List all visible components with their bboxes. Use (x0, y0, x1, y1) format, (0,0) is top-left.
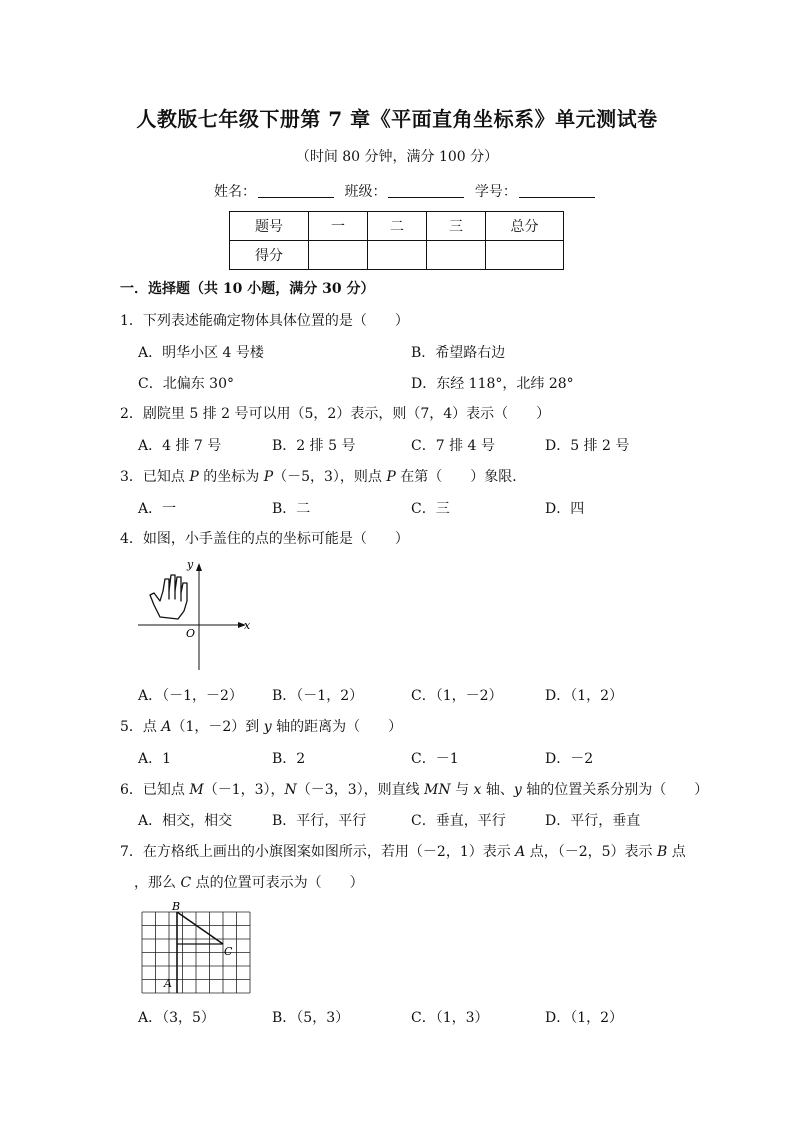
q5-option-d[interactable]: D．－2 (545, 751, 594, 767)
q6-var-x: x (473, 782, 482, 798)
q7-option-d[interactable]: D．（1，2） (545, 1010, 624, 1026)
q7-grid-figure (136, 900, 260, 1000)
score-cell: 总分 (486, 212, 564, 241)
q6-var-y: y (513, 782, 522, 798)
question-3-stem (120, 466, 526, 486)
q6-var-m: M (189, 782, 204, 798)
q7-text: 点的位置可表示为（ ） (191, 875, 364, 891)
q2-option-a[interactable]: A．4 排 7 号 (138, 438, 222, 454)
q1-option-d[interactable]: D．东经 118°，北纬 28° (411, 376, 574, 392)
score-input-cell[interactable] (486, 241, 564, 270)
q3-option-c[interactable]: C．三 (411, 501, 450, 517)
name-blank[interactable] (258, 197, 334, 198)
q1-option-a[interactable]: A．明华小区 4 号楼 (138, 345, 264, 361)
page-subtitle: （时间 80 分钟，满分 100 分） (295, 149, 499, 165)
q7-option-c[interactable]: C．（1，3） (411, 1010, 489, 1026)
score-cell: 三 (427, 212, 486, 241)
score-cell: 题号 (230, 212, 309, 241)
q3-text: 3．已知点 (120, 469, 190, 485)
q7-option-a[interactable]: A．（3，5） (138, 1010, 215, 1026)
q3-option-a[interactable]: A．一 (138, 501, 177, 517)
y-axis-label: y (187, 558, 194, 571)
q5-var-y: y (263, 719, 272, 735)
q7-option-b[interactable]: B．（5，3） (272, 1010, 350, 1026)
q6-text: 6．已知点 (120, 782, 190, 798)
q6-option-d[interactable]: D．平行，垂直 (545, 813, 641, 829)
q6-var-mn: MN (424, 782, 451, 798)
q7-var-a: A (515, 844, 526, 860)
point-a-label: A (164, 977, 172, 990)
score-table (229, 211, 564, 270)
q6-text: 轴的位置关系分别为（ ） (521, 782, 709, 798)
q6-text: （－1，3）， (203, 782, 285, 798)
q6-option-b[interactable]: B．平行，平行 (272, 813, 367, 829)
q4-option-a[interactable]: A．（－1，－2） (138, 688, 243, 704)
score-cell: 一 (309, 212, 368, 241)
q7-text: ，那么 (134, 875, 181, 891)
question-1-stem: 1．下列表述能确定物体具体位置的是（ ） (120, 313, 409, 329)
q7-var-c: C (180, 875, 192, 891)
question-5-stem (120, 716, 402, 736)
question-6-stem (120, 779, 708, 799)
q4-option-d[interactable]: D．（1，2） (545, 688, 624, 704)
q3-var-p: P (189, 469, 199, 485)
q6-text: 与 (450, 782, 474, 798)
score-input-cell[interactable] (427, 241, 486, 270)
q3-option-b[interactable]: B．二 (272, 501, 311, 517)
score-header-row (230, 212, 564, 241)
q3-text: 的坐标为 (198, 469, 264, 485)
id-label: 学号： (474, 184, 517, 200)
q7-text: 点，（－2，5）表示 (525, 844, 658, 860)
score-input-cell[interactable] (368, 241, 427, 270)
x-axis-label: x (244, 619, 251, 632)
class-label: 班级： (344, 184, 387, 200)
q3-text: （－5，3），则点 (273, 469, 387, 485)
question-7-stem-line1 (120, 841, 686, 861)
q5-option-b[interactable]: B．2 (272, 751, 306, 767)
q3-option-d[interactable]: D．四 (545, 501, 585, 517)
q1-option-c[interactable]: C．北偏东 30° (138, 376, 234, 392)
q3-text: 在第（ ）象限． (395, 469, 527, 485)
point-c-label: C (224, 945, 233, 958)
origin-label: O (186, 627, 196, 640)
q5-var-a: A (161, 719, 172, 735)
grid-lines (142, 912, 250, 993)
q1-option-b[interactable]: B．希望路右边 (411, 345, 506, 361)
score-cell: 得分 (230, 241, 309, 270)
name-label: 姓名： (214, 184, 256, 200)
q6-option-a[interactable]: A．相交，相交 (138, 813, 233, 829)
point-b-label: B (172, 900, 181, 913)
question-7-stem-line2 (134, 872, 364, 892)
q7-text: 7．在方格纸上画出的小旗图案如图所示，若用（－2，1）表示 (120, 844, 516, 860)
q2-option-c[interactable]: C．7 排 4 号 (411, 438, 495, 454)
q5-text: （1，－2）到 (171, 719, 264, 735)
score-value-row (230, 241, 564, 270)
y-axis-arrow (196, 563, 202, 571)
hand-icon (150, 575, 187, 619)
id-blank[interactable] (519, 197, 595, 198)
class-blank[interactable] (388, 197, 464, 198)
q6-text: （－3，3），则直线 (296, 782, 425, 798)
q7-var-b: B (657, 844, 668, 860)
score-input-cell[interactable] (309, 241, 368, 270)
question-4-stem: 4．如图，小手盖住的点的坐标可能是（ ） (120, 531, 409, 547)
q7-text: 点 (667, 844, 686, 860)
q6-text: 轴、 (481, 782, 514, 798)
q3-var-p: P (263, 469, 274, 485)
q4-coordinate-figure (134, 555, 258, 675)
student-info (214, 181, 601, 201)
q2-option-b[interactable]: B．2 排 5 号 (272, 438, 356, 454)
score-cell: 二 (368, 212, 427, 241)
q6-option-c[interactable]: C．垂直，平行 (411, 813, 506, 829)
q3-var-p: P (386, 469, 396, 485)
q4-option-c[interactable]: C．（1，－2） (411, 688, 503, 704)
q5-text: 5．点 (120, 719, 162, 735)
q5-option-a[interactable]: A．1 (138, 751, 172, 767)
q6-var-n: N (284, 782, 297, 798)
q5-option-c[interactable]: C．－1 (411, 751, 459, 767)
page-title: 人教版七年级下册第 7 章《平面直角坐标系》单元测试卷 (136, 107, 658, 131)
q5-text: 轴的距离为（ ） (271, 719, 403, 735)
q4-option-b[interactable]: B．（－1，2） (272, 688, 364, 704)
q2-option-d[interactable]: D．5 排 2 号 (545, 438, 630, 454)
question-2-stem: 2．剧院里 5 排 2 号可以用（5，2）表示，则（7，4）表示（ ） (120, 406, 551, 422)
section-heading: 一．选择题（共 10 小题，满分 30 分） (120, 281, 375, 297)
